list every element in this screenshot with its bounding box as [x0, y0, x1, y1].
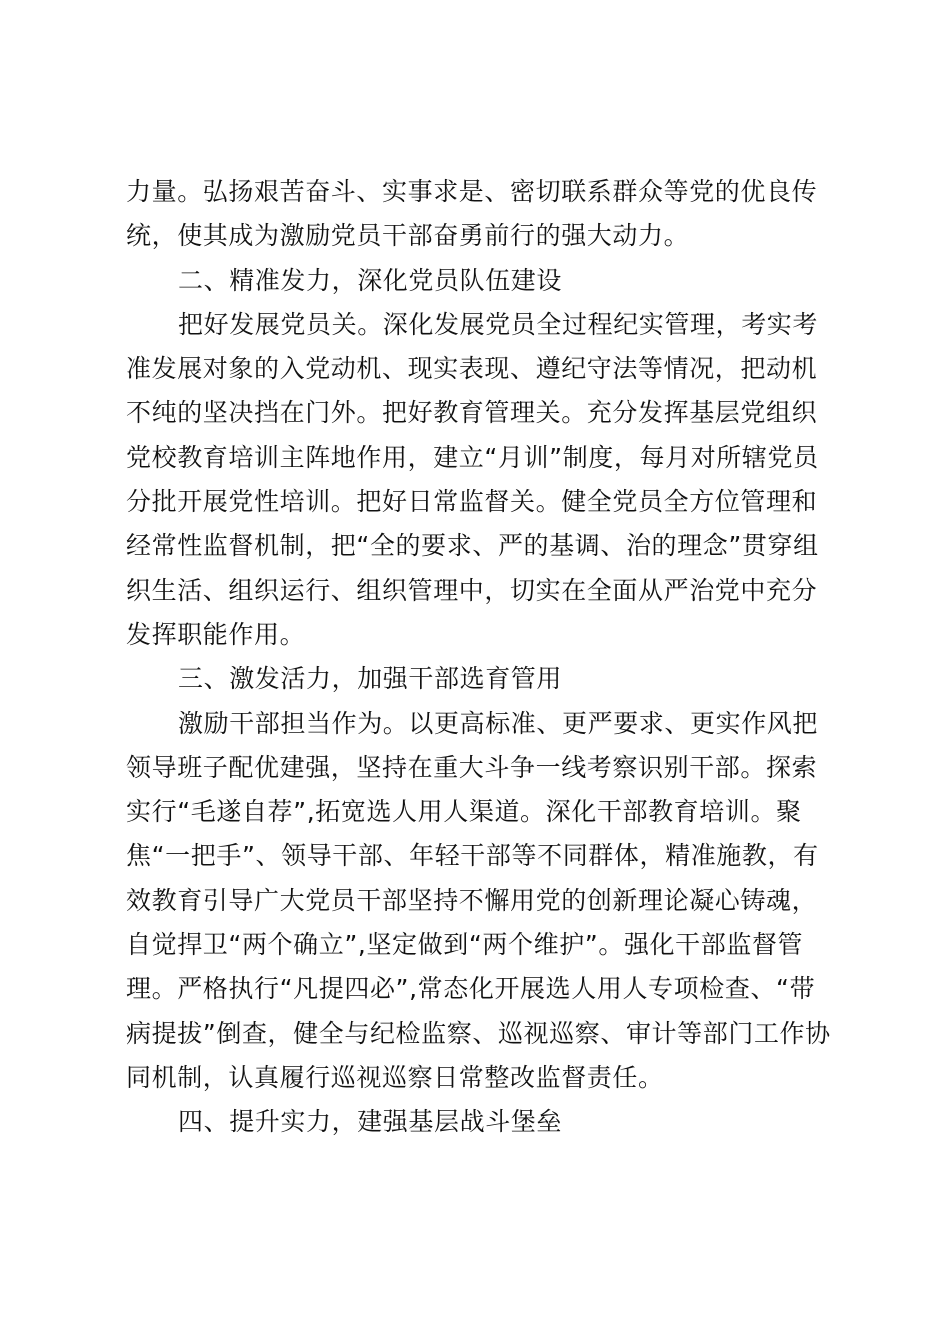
text-line: 理。严格执行“凡提四必”,常态化开展选人用人专项检查、“带 [126, 974, 816, 1004]
text-line: 效教育引导广大党员干部坚持不懈用党的创新理论凝心铸魂， [126, 885, 818, 915]
section-heading: 四、提升实力，建强基层战斗堡垒 [178, 1107, 563, 1137]
text-line: 经常性监督机制，把“全的要求、严的基调、治的理念”贯穿组 [126, 531, 819, 561]
text-line: 发挥职能作用。 [126, 619, 306, 649]
text-line: 力量。弘扬艰苦奋斗、实事求是、密切联系群众等党的优良传 [126, 177, 818, 206]
text-line: 实行“毛遂自荐”,拓宽选人用人渠道。深化干部教育培训。聚 [126, 797, 802, 827]
text-line: 分批开展党性培训。把好日常监督关。健全党员全方位管理和 [126, 487, 818, 517]
text-line: 领导班子配优建强，坚持在重大斗争一线考察识别干部。探索 [126, 752, 818, 782]
text-line: 激励干部担当作为。以更高标准、更严要求、更实作风把 [178, 708, 819, 738]
text-line: 自觉捍卫“两个确立”,坚定做到“两个维护”。强化干部监督管 [126, 930, 804, 960]
text-line: 把好发展党员关。深化发展党员全过程纪实管理，考实考 [178, 309, 819, 339]
section-heading: 三、激发活力，加强干部选育管用 [178, 664, 563, 694]
text-line: 党校教育培训主阵地作用，建立“月训”制度，每月对所辖党员 [126, 442, 819, 472]
section-heading: 二、精准发力，深化党员队伍建设 [178, 265, 563, 295]
document-body [126, 170, 831, 1145]
text-line: 焦“一把手”、领导干部、年轻干部等不同群体，精准施教，有 [126, 841, 819, 871]
text-line: 织生活、组织运行、组织管理中，切实在全面从严治党中充分 [126, 575, 818, 605]
text-line: 病提拔”倒查，健全与纪检监察、巡视巡察、审计等部门工作协 [126, 1018, 831, 1048]
text-line: 同机制，认真履行巡视巡察日常整改监督责任。 [126, 1062, 664, 1092]
text-line: 统，使其成为激励党员干部奋勇前行的强大动力。 [126, 221, 690, 251]
text-line: 准发展对象的入党动机、现实表现、遵纪守法等情况，把动机 [126, 354, 818, 384]
text-line: 不纯的坚决挡在门外。把好教育管理关。充分发挥基层党组织 [126, 398, 818, 428]
